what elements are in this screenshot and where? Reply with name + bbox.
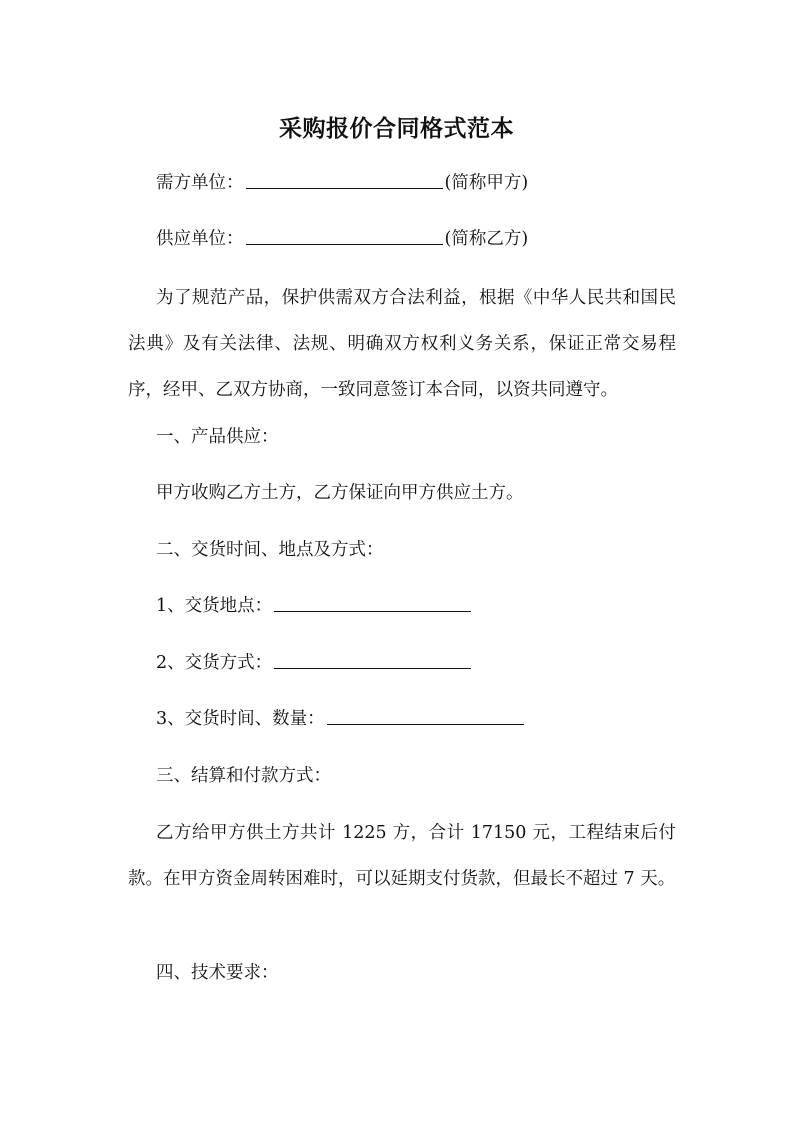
section2-heading: 二、交货时间、地点及方式： [156,540,384,560]
supply-unit-line [156,216,676,262]
supply-unit-label: 供应单位： [156,229,244,249]
demand-unit-line [156,160,676,206]
supply-unit-suffix: (简称乙方) [444,229,529,249]
delivery-place-label: 1、交货地点： [156,596,273,616]
section1-text: 甲方收购乙方土方，乙方保证向甲方供应土方。 [156,483,524,503]
intro-paragraph: 为了规范产品，保护供需双方合法利益，根据《中华人民共和国民法典》及有关法律、法规、明确双方权利义务关系，保证正常交易程序，经甲、乙双方协商，一致同意签订本合同，以资共同遵守。 [128,288,676,400]
section4-heading: 四、技术要求： [156,963,279,983]
section1-heading: 一、产品供应： [156,427,279,447]
delivery-time-label: 3、交货时间、数量： [156,709,325,729]
document-title: 采购报价合同格式范本 [279,115,514,142]
supply-unit-blank[interactable] [246,226,443,245]
delivery-time-blank[interactable] [327,706,524,725]
demand-unit-label: 需方单位： [156,173,244,193]
delivery-method-line [156,640,676,686]
section3-heading: 三、结算和付款方式： [156,766,331,786]
delivery-place-line [156,583,676,629]
delivery-method-blank[interactable] [274,650,471,669]
demand-unit-blank[interactable] [246,170,443,189]
section3-text: 乙方给甲方供土方共计 1225 方，合计 17150 元，工程结束后付款。在甲方资金周转困难时，可以延期支付货款，但最长不超过 7 天。 [128,823,676,889]
delivery-method-label: 2、交货方式： [156,653,273,673]
delivery-place-blank[interactable] [274,593,471,612]
delivery-time-line [156,696,676,742]
demand-unit-suffix: (简称甲方) [444,173,529,193]
